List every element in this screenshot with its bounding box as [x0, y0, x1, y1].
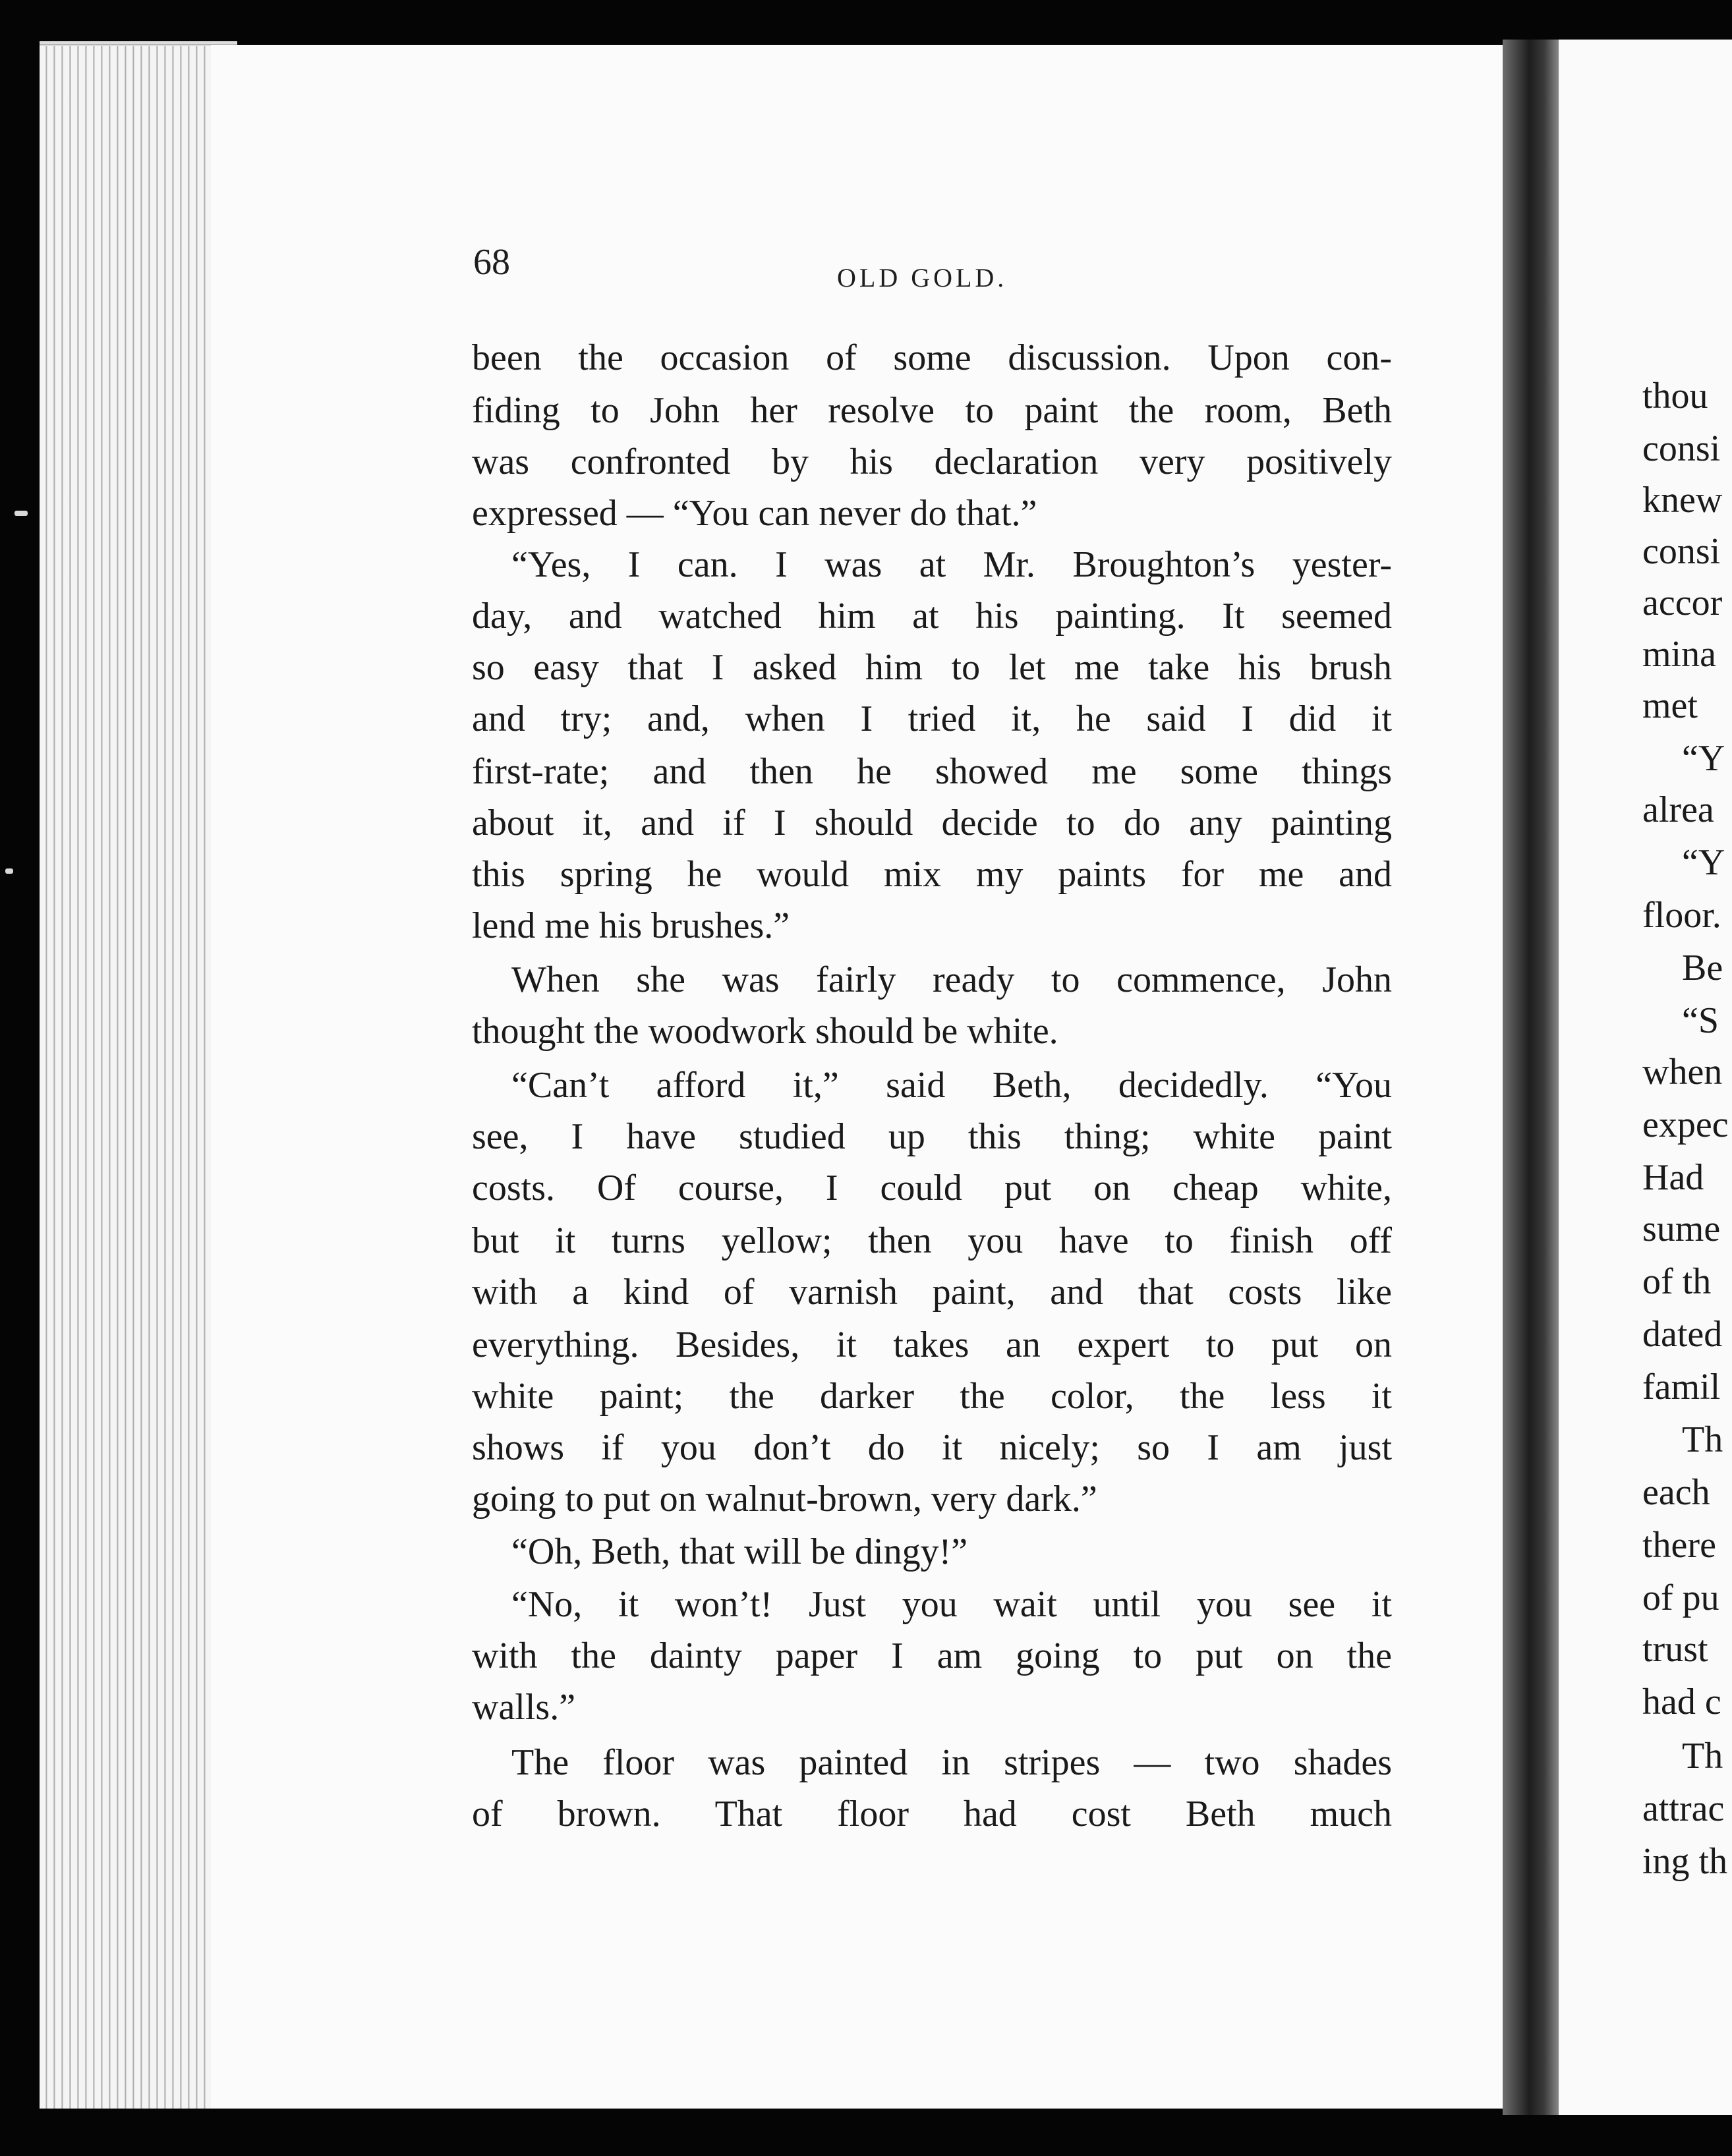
text-line: going to put on walnut-brown, very dark.”	[472, 1479, 1097, 1519]
facing-text-line: “Y	[1682, 842, 1725, 883]
text-line: The floor was painted in stripes — two shades	[511, 1742, 1392, 1783]
text-line: first-rate; and then he showed me some things	[472, 751, 1392, 792]
facing-text-line: each	[1642, 1472, 1710, 1513]
text-line: fiding to John her resolve to paint the room, Beth	[472, 390, 1392, 431]
text-line: this spring he would mix my paints for me and	[472, 854, 1392, 895]
text-line: with the dainty paper I am going to put on the	[472, 1635, 1392, 1676]
facing-text-line: mina	[1642, 634, 1716, 675]
text-line: costs. Of course, I could put on cheap white,	[472, 1168, 1392, 1208]
text-line: “Can’t afford it,” said Beth, decidedly. “You	[511, 1065, 1392, 1106]
facing-text-line: had c	[1642, 1682, 1721, 1722]
facing-text-line: attrac	[1642, 1788, 1725, 1829]
text-line: “Oh, Beth, that will be dingy!”	[511, 1531, 968, 1572]
facing-text-line: of pu	[1642, 1577, 1719, 1618]
page-number: 68	[473, 242, 510, 283]
text-line: thought the woodwork should be white.	[472, 1011, 1058, 1052]
text-line: “No, it won’t! Just you wait until you see it	[511, 1584, 1392, 1625]
text-line: day, and watched him at his painting. It seemed	[472, 596, 1392, 637]
text-line: When she was fairly ready to commence, John	[511, 959, 1392, 1000]
facing-text-line: Th	[1682, 1736, 1723, 1776]
facing-text-line: accor	[1642, 582, 1723, 623]
text-line: “Yes, I can. I was at Mr. Broughton’s yester-	[511, 544, 1392, 585]
text-line: lend me his brushes.”	[472, 905, 790, 946]
text-line: shows if you don’t do it nicely; so I am just	[472, 1427, 1392, 1468]
facing-text-line: sume	[1642, 1208, 1721, 1249]
book-gutter	[1503, 40, 1562, 2115]
page-edges-stack	[40, 46, 217, 2109]
text-line: white paint; the darker the color, the less it	[472, 1376, 1392, 1417]
text-line: of brown. That floor had cost Beth much	[472, 1794, 1392, 1834]
facing-text-line: dated	[1642, 1314, 1723, 1355]
text-line: everything. Besides, it takes an expert to put on	[472, 1324, 1392, 1365]
facing-text-line: “Y	[1682, 738, 1725, 779]
facing-text-line: knew	[1642, 480, 1723, 521]
facing-text-line: trust	[1642, 1629, 1708, 1670]
facing-text-line: of th	[1642, 1261, 1712, 1302]
facing-text-line: Be	[1682, 948, 1723, 988]
facing-text-line: alrea	[1642, 789, 1714, 830]
facing-text-line: ing th	[1642, 1841, 1728, 1882]
text-line: about it, and if I should decide to do any painting	[472, 803, 1392, 843]
scan-speck	[14, 511, 28, 516]
text-line: expressed — “You can never do that.”	[472, 493, 1037, 534]
facing-text-line: Had	[1642, 1157, 1704, 1198]
text-line: and try; and, when I tried it, he said I did it	[472, 698, 1392, 739]
facing-text-line: consi	[1642, 428, 1721, 469]
facing-text-line: famil	[1642, 1367, 1721, 1407]
facing-text-line: met	[1642, 685, 1698, 726]
facing-text-line: Th	[1682, 1419, 1723, 1460]
facing-text-line: when	[1642, 1052, 1723, 1092]
running-head: OLD GOLD.	[837, 263, 1008, 293]
text-line: with a kind of varnish paint, and that costs like	[472, 1272, 1392, 1313]
text-line: see, I have studied up this thing; white paint	[472, 1116, 1392, 1157]
facing-text-line: floor.	[1642, 895, 1721, 936]
facing-text-line: consi	[1642, 531, 1721, 572]
text-line: was confronted by his declaration very positively	[472, 441, 1392, 482]
text-line: walls.”	[472, 1687, 576, 1728]
text-line: been the occasion of some discussion. Upon con-	[472, 337, 1392, 378]
scan-speck	[5, 868, 13, 874]
text-line: but it turns yellow; then you have to finish off	[472, 1220, 1392, 1261]
text-line: so easy that I asked him to let me take his brush	[472, 647, 1392, 688]
facing-text-line: there	[1642, 1525, 1716, 1566]
facing-text-line: expec	[1642, 1104, 1729, 1145]
facing-text-line: “S	[1682, 1000, 1719, 1041]
facing-text-line: thou	[1642, 376, 1708, 416]
